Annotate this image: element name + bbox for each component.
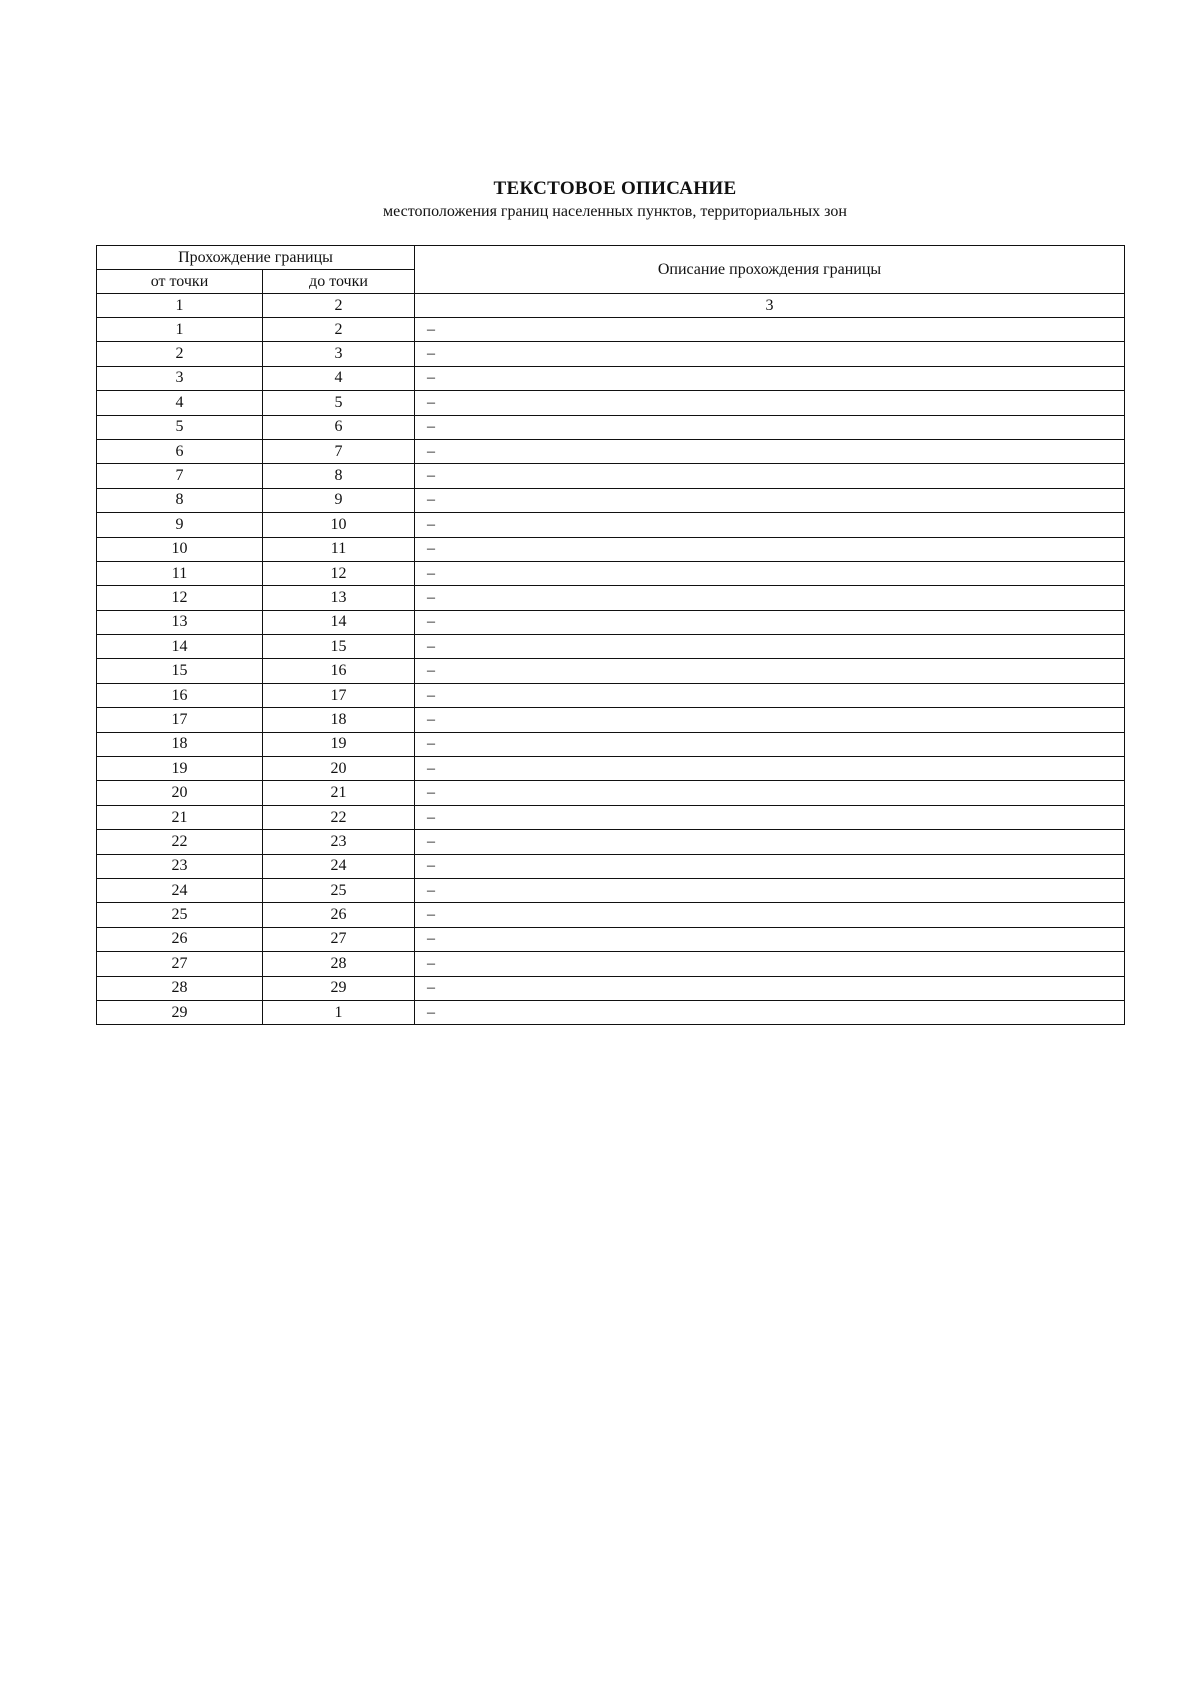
from-point-cell: 29 <box>97 1000 263 1024</box>
to-point-cell: 15 <box>263 635 415 659</box>
from-point-cell: 11 <box>97 561 263 585</box>
header-description: Описание прохождения границы <box>415 246 1125 294</box>
from-point-cell: 1 <box>97 318 263 342</box>
description-cell: – <box>415 708 1125 732</box>
description-cell: – <box>415 537 1125 561</box>
description-cell: – <box>415 342 1125 366</box>
from-point-cell: 10 <box>97 537 263 561</box>
from-point-cell: 6 <box>97 439 263 463</box>
table-row <box>97 976 1125 1000</box>
table-row <box>97 659 1125 683</box>
description-cell: – <box>415 513 1125 537</box>
table-row <box>97 513 1125 537</box>
from-point-cell: 22 <box>97 830 263 854</box>
table-row <box>97 1000 1125 1024</box>
column-number-2: 2 <box>263 294 415 318</box>
to-point-cell: 29 <box>263 976 415 1000</box>
from-point-cell: 3 <box>97 366 263 390</box>
description-cell: – <box>415 854 1125 878</box>
document-subtitle: местоположения границ населенных пунктов, территориальных зон <box>383 203 847 220</box>
from-point-cell: 7 <box>97 464 263 488</box>
from-point-cell: 4 <box>97 391 263 415</box>
description-cell: – <box>415 1000 1125 1024</box>
to-point-cell: 18 <box>263 708 415 732</box>
table-header <box>97 246 1125 318</box>
table-row <box>97 439 1125 463</box>
table-row <box>97 635 1125 659</box>
boundary-table <box>96 245 1125 1025</box>
to-point-cell: 28 <box>263 952 415 976</box>
to-point-cell: 17 <box>263 683 415 707</box>
to-point-cell: 1 <box>263 1000 415 1024</box>
column-number-3: 3 <box>415 294 1125 318</box>
description-cell: – <box>415 952 1125 976</box>
table-row <box>97 781 1125 805</box>
description-cell: – <box>415 683 1125 707</box>
table-body <box>97 318 1125 1025</box>
to-point-cell: 23 <box>263 830 415 854</box>
to-point-cell: 4 <box>263 366 415 390</box>
description-cell: – <box>415 830 1125 854</box>
description-cell: – <box>415 561 1125 585</box>
to-point-cell: 12 <box>263 561 415 585</box>
from-point-cell: 23 <box>97 854 263 878</box>
to-point-cell: 25 <box>263 878 415 902</box>
table-row <box>97 415 1125 439</box>
from-point-cell: 18 <box>97 732 263 756</box>
to-point-cell: 9 <box>263 488 415 512</box>
table-row <box>97 854 1125 878</box>
from-point-cell: 13 <box>97 610 263 634</box>
from-point-cell: 20 <box>97 781 263 805</box>
description-cell: – <box>415 927 1125 951</box>
table-row <box>97 708 1125 732</box>
to-point-cell: 10 <box>263 513 415 537</box>
description-cell: – <box>415 415 1125 439</box>
table-row <box>97 805 1125 829</box>
table-row <box>97 757 1125 781</box>
description-cell: – <box>415 318 1125 342</box>
description-cell: – <box>415 635 1125 659</box>
from-point-cell: 9 <box>97 513 263 537</box>
document-title: ТЕКСТОВОЕ ОПИСАНИЕ <box>493 178 737 199</box>
from-point-cell: 24 <box>97 878 263 902</box>
header-from-point: от точки <box>97 270 263 294</box>
description-cell: – <box>415 439 1125 463</box>
description-cell: – <box>415 391 1125 415</box>
table-row <box>97 464 1125 488</box>
column-number-row <box>97 294 1125 318</box>
from-point-cell: 5 <box>97 415 263 439</box>
table-row <box>97 537 1125 561</box>
to-point-cell: 7 <box>263 439 415 463</box>
from-point-cell: 19 <box>97 757 263 781</box>
from-point-cell: 15 <box>97 659 263 683</box>
to-point-cell: 24 <box>263 854 415 878</box>
to-point-cell: 26 <box>263 903 415 927</box>
table-row <box>97 366 1125 390</box>
from-point-cell: 2 <box>97 342 263 366</box>
to-point-cell: 21 <box>263 781 415 805</box>
from-point-cell: 28 <box>97 976 263 1000</box>
description-cell: – <box>415 805 1125 829</box>
to-point-cell: 20 <box>263 757 415 781</box>
table-row <box>97 488 1125 512</box>
from-point-cell: 26 <box>97 927 263 951</box>
description-cell: – <box>415 659 1125 683</box>
to-point-cell: 11 <box>263 537 415 561</box>
table-row <box>97 830 1125 854</box>
description-cell: – <box>415 366 1125 390</box>
to-point-cell: 14 <box>263 610 415 634</box>
table-row <box>97 342 1125 366</box>
table-row <box>97 952 1125 976</box>
from-point-cell: 27 <box>97 952 263 976</box>
from-point-cell: 16 <box>97 683 263 707</box>
from-point-cell: 17 <box>97 708 263 732</box>
description-cell: – <box>415 781 1125 805</box>
from-point-cell: 25 <box>97 903 263 927</box>
description-cell: – <box>415 757 1125 781</box>
to-point-cell: 8 <box>263 464 415 488</box>
to-point-cell: 6 <box>263 415 415 439</box>
header-to-point: до точки <box>263 270 415 294</box>
table-row <box>97 561 1125 585</box>
table-row <box>97 318 1125 342</box>
description-cell: – <box>415 976 1125 1000</box>
from-point-cell: 8 <box>97 488 263 512</box>
from-point-cell: 21 <box>97 805 263 829</box>
description-cell: – <box>415 610 1125 634</box>
table-row <box>97 732 1125 756</box>
description-cell: – <box>415 878 1125 902</box>
table-row <box>97 610 1125 634</box>
to-point-cell: 5 <box>263 391 415 415</box>
table-row <box>97 683 1125 707</box>
table-row <box>97 927 1125 951</box>
table-row <box>97 903 1125 927</box>
column-number-1: 1 <box>97 294 263 318</box>
header-boundary-passage: Прохождение границы <box>97 246 415 270</box>
description-cell: – <box>415 488 1125 512</box>
description-cell: – <box>415 732 1125 756</box>
description-cell: – <box>415 464 1125 488</box>
description-cell: – <box>415 903 1125 927</box>
to-point-cell: 16 <box>263 659 415 683</box>
to-point-cell: 2 <box>263 318 415 342</box>
table-row <box>97 586 1125 610</box>
to-point-cell: 13 <box>263 586 415 610</box>
to-point-cell: 3 <box>263 342 415 366</box>
description-cell: – <box>415 586 1125 610</box>
from-point-cell: 14 <box>97 635 263 659</box>
table-row <box>97 391 1125 415</box>
to-point-cell: 19 <box>263 732 415 756</box>
to-point-cell: 27 <box>263 927 415 951</box>
from-point-cell: 12 <box>97 586 263 610</box>
table-row <box>97 878 1125 902</box>
to-point-cell: 22 <box>263 805 415 829</box>
